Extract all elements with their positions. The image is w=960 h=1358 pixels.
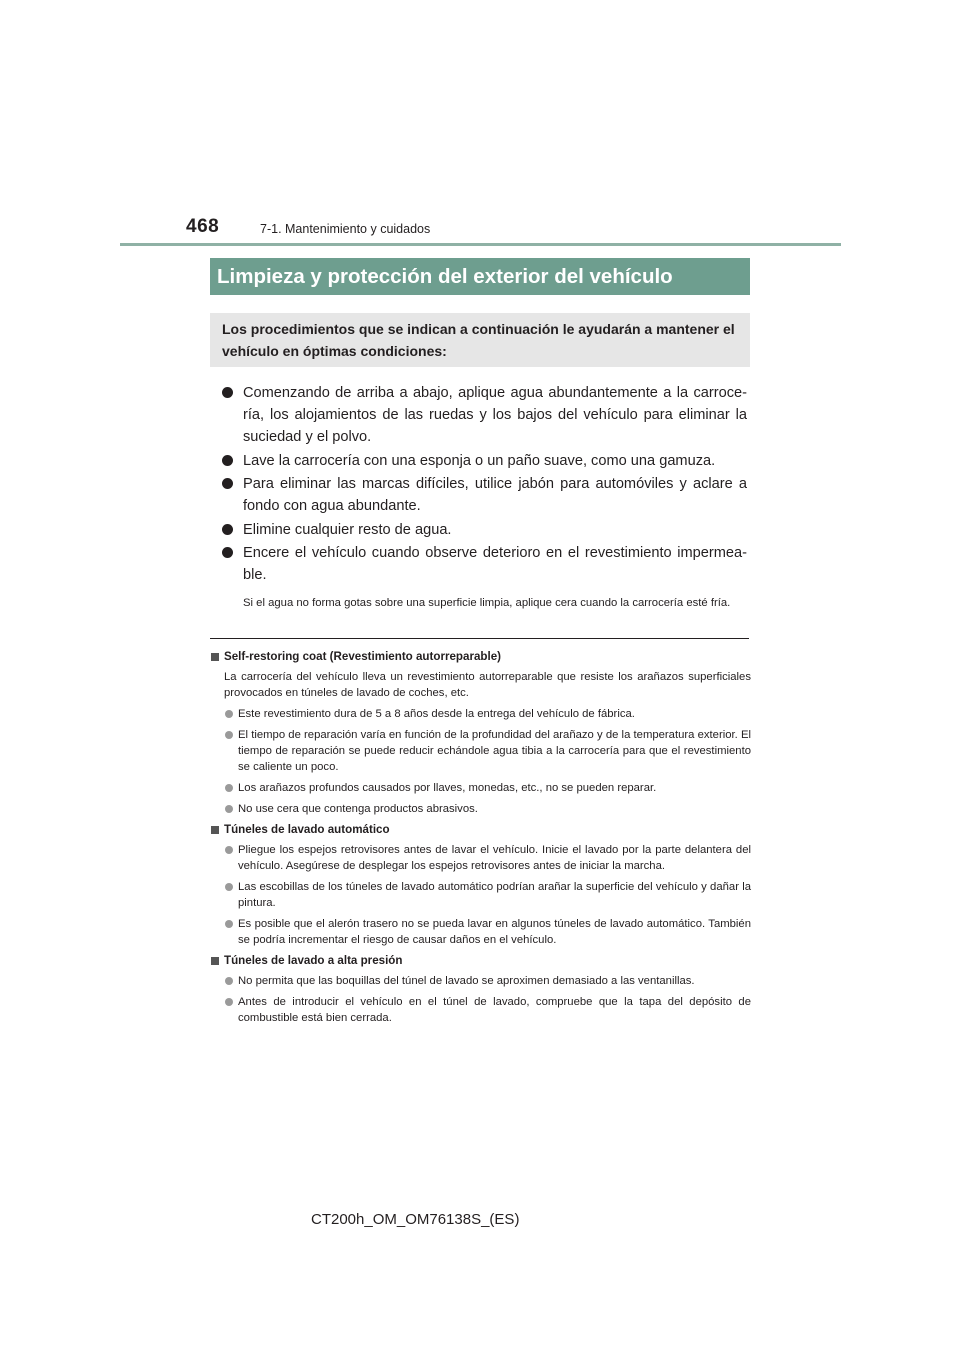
list-item bbox=[222, 450, 747, 472]
note-bullet-text: Pliegue los espejos retrovisores antes de lavar el vehículo. Inicie el lavado por la parte delantera del vehículo. Asegúrese de desplegar los espejos retrovisores antes de iniciar la marcha. bbox=[238, 844, 751, 872]
list-item bbox=[222, 542, 747, 586]
list-item bbox=[222, 473, 747, 517]
note-heading-text: Túneles de lavado a alta presión bbox=[224, 954, 403, 967]
bullet-circle-icon bbox=[225, 920, 233, 928]
intro-box: Los procedimientos que se indican a continuación le ayudarán a mantener el vehículo en óptimas condiciones: bbox=[210, 313, 750, 367]
note-heading bbox=[210, 649, 751, 665]
note-bullet-text: Las escobillas de los túneles de lavado automático podrían arañar la superficie del vehículo y dañar la pintura. bbox=[238, 881, 751, 909]
list-item bbox=[222, 382, 747, 448]
steps-list bbox=[222, 382, 747, 588]
notes-section bbox=[210, 649, 751, 1031]
note-heading bbox=[210, 822, 751, 838]
page-number: 468 bbox=[186, 216, 220, 237]
bullet-circle-icon bbox=[225, 998, 233, 1006]
step-text: Para eliminar las marcas difíciles, utilice jabón para automóviles y aclare a fondo con agua abundante. bbox=[243, 476, 747, 514]
page-title: Limpieza y protección del exterior del vehículo bbox=[210, 258, 750, 295]
step-text: Encere el vehículo cuando observe deterioro en el revestimiento impermea-ble. bbox=[243, 545, 747, 583]
note-bullet bbox=[224, 801, 751, 817]
bullet-circle-icon bbox=[225, 731, 233, 739]
header-rule bbox=[120, 243, 841, 246]
note-bullet-text: Los arañazos profundos causados por llaves, monedas, etc., no se pueden reparar. bbox=[238, 782, 657, 794]
note-heading-text: Túneles de lavado automático bbox=[224, 823, 390, 836]
note-bullet bbox=[224, 973, 751, 989]
note-bullet bbox=[224, 994, 751, 1026]
bullet-circle-icon bbox=[225, 883, 233, 891]
bullet-dot-icon bbox=[222, 478, 233, 489]
bullet-circle-icon bbox=[225, 977, 233, 985]
note-bullet-text: Este revestimiento dura de 5 a 8 años desde la entrega del vehículo de fábrica. bbox=[238, 708, 635, 720]
note-bullet bbox=[224, 842, 751, 874]
step-text: Elimine cualquier resto de agua. bbox=[243, 521, 452, 538]
note-bullet-text: El tiempo de reparación varía en función de la profundidad del arañazo y de la temperatura exterior. El tiempo de reparación se puede reducir echándole agua tibia a la carrocería para que el revestimiento se caliente un poco. bbox=[238, 729, 751, 773]
bullet-dot-icon bbox=[222, 387, 233, 398]
bullet-dot-icon bbox=[222, 524, 233, 535]
footer-code: CT200h_OM_OM76138S_(ES) bbox=[311, 1211, 520, 1228]
step-text: Comenzando de arriba a abajo, aplique agua abundantemente a la carroce-ría, los alojamientos de las ruedas y los bajos del vehículo para eliminar la suciedad y el polvo. bbox=[243, 385, 747, 445]
bullet-circle-icon bbox=[225, 846, 233, 854]
note-bullet-text: Es posible que el alerón trasero no se pueda lavar en algunos túneles de lavado automático. También se podría incrementar el riesgo de causar daños en el vehículo. bbox=[238, 918, 751, 946]
note-bullet-text: No use cera que contenga productos abrasivos. bbox=[238, 803, 478, 815]
note-bullet bbox=[224, 879, 751, 911]
square-bullet-icon bbox=[211, 653, 219, 661]
note-bullet bbox=[224, 780, 751, 796]
step-text: Lave la carrocería con una esponja o un paño suave, como una gamuza. bbox=[243, 452, 716, 469]
bullet-circle-icon bbox=[225, 784, 233, 792]
bullet-circle-icon bbox=[225, 805, 233, 813]
note-bullet bbox=[224, 706, 751, 722]
note-bullet bbox=[224, 727, 751, 775]
section-label: 7-1. Mantenimiento y cuidados bbox=[260, 222, 431, 236]
steps-note: Si el agua no forma gotas sobre una superficie limpia, aplique cera cuando la carrocería esté fría. bbox=[243, 597, 731, 609]
note-paragraph: La carrocería del vehículo lleva un revestimiento autorreparable que resiste los arañazos superficiales provocados en túneles de lavado de coches, etc. bbox=[224, 671, 751, 699]
square-bullet-icon bbox=[211, 957, 219, 965]
note-bullet bbox=[224, 916, 751, 948]
bullet-dot-icon bbox=[222, 455, 233, 466]
square-bullet-icon bbox=[211, 826, 219, 834]
notes-divider bbox=[210, 638, 749, 639]
note-bullet-text: Antes de introducir el vehículo en el túnel de lavado, compruebe que la tapa del depósito de combustible está bien cerrada. bbox=[238, 996, 751, 1024]
note-bullet-text: No permita que las boquillas del túnel de lavado se aproximen demasiado a las ventanillas. bbox=[238, 975, 695, 987]
note-heading bbox=[210, 953, 751, 969]
bullet-circle-icon bbox=[225, 710, 233, 718]
note-heading-text: Self-restoring coat (Revestimiento autorreparable) bbox=[224, 650, 502, 663]
list-item bbox=[222, 519, 747, 541]
bullet-dot-icon bbox=[222, 547, 233, 558]
